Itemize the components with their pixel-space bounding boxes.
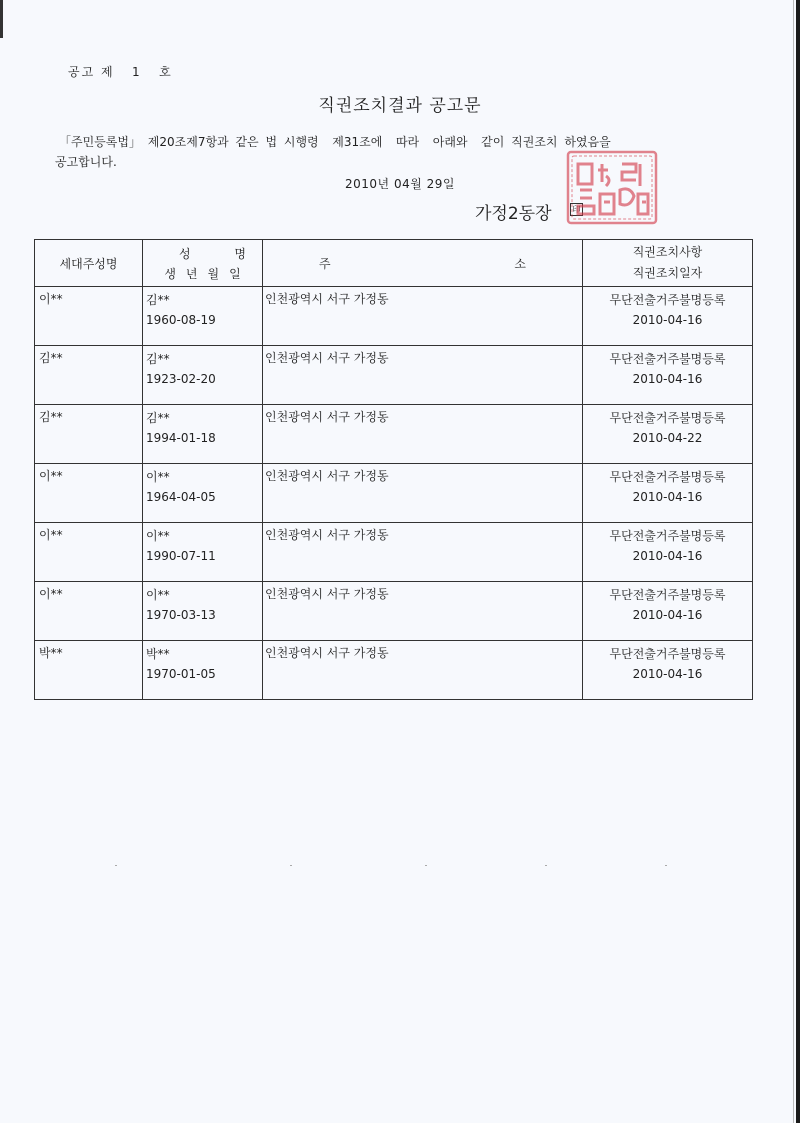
action-date: 2010-04-16 bbox=[632, 490, 703, 504]
official-seal-stamp bbox=[566, 150, 658, 225]
table-row bbox=[35, 346, 753, 405]
action-cell bbox=[583, 641, 753, 700]
action-date: 2010-04-16 bbox=[632, 608, 703, 622]
household-head-cell: 김** bbox=[35, 405, 143, 464]
action-cell bbox=[583, 346, 753, 405]
name-cell bbox=[143, 641, 263, 700]
household-head-cell: 이** bbox=[35, 287, 143, 346]
col-header-name bbox=[143, 240, 263, 287]
address-cell: 인천광역시 서구 가정동 bbox=[263, 523, 583, 582]
name-cell bbox=[143, 287, 263, 346]
action-result-table bbox=[34, 239, 753, 700]
action-date: 2010-04-16 bbox=[632, 667, 703, 681]
name-cell bbox=[143, 523, 263, 582]
action-cell bbox=[583, 287, 753, 346]
action-cell bbox=[583, 582, 753, 641]
birth-date: 1970-01-05 bbox=[146, 667, 216, 681]
action-type: 무단전출거주불명등록 bbox=[609, 470, 726, 484]
col-header-name-label: 성 명 bbox=[179, 246, 246, 261]
table-row bbox=[35, 405, 753, 464]
scan-speck bbox=[115, 865, 117, 866]
birth-date: 1970-03-13 bbox=[146, 608, 216, 622]
action-cell bbox=[583, 464, 753, 523]
table-row bbox=[35, 464, 753, 523]
name-cell bbox=[143, 346, 263, 405]
address-cell: 인천광역시 서구 가정동 bbox=[263, 346, 583, 405]
person-name: 김** bbox=[146, 411, 170, 425]
action-date: 2010-04-16 bbox=[632, 313, 703, 327]
col-header-birth-label: 생년월일 bbox=[164, 266, 251, 281]
document-title: 직권조치결과 공고문 bbox=[318, 96, 482, 116]
action-cell bbox=[583, 523, 753, 582]
action-type: 무단전출거주불명등록 bbox=[609, 293, 726, 307]
birth-date: 1964-04-05 bbox=[146, 490, 216, 504]
scan-speck bbox=[425, 865, 427, 866]
col-header-household-label: 세대주성명 bbox=[59, 256, 118, 271]
notice-body-line-2: 공고합니다. bbox=[55, 155, 117, 169]
birth-date: 1994-01-18 bbox=[146, 431, 216, 445]
table-row bbox=[35, 582, 753, 641]
household-head-cell: 김** bbox=[35, 346, 143, 405]
person-name: 이** bbox=[146, 470, 170, 484]
scan-edge-left bbox=[0, 0, 3, 38]
action-date: 2010-04-16 bbox=[632, 372, 703, 386]
table-row bbox=[35, 641, 753, 700]
person-name: 김** bbox=[146, 352, 170, 366]
birth-date: 1960-08-19 bbox=[146, 313, 216, 327]
scan-edge-line bbox=[793, 0, 794, 1123]
col-header-address-label: 주 소 bbox=[319, 256, 526, 271]
col-header-action-label: 직권조치사항 bbox=[632, 245, 703, 259]
address-cell: 인천광역시 서구 가정동 bbox=[263, 582, 583, 641]
table-header-row bbox=[35, 240, 753, 287]
scan-speck bbox=[545, 865, 547, 866]
col-header-household bbox=[35, 240, 143, 287]
action-date: 2010-04-22 bbox=[632, 431, 703, 445]
notice-date: 2010년 04월 29일 bbox=[345, 177, 455, 191]
address-cell: 인천광역시 서구 가정동 bbox=[263, 405, 583, 464]
person-name: 이** bbox=[146, 588, 170, 602]
birth-date: 1990-07-11 bbox=[146, 549, 216, 563]
name-cell bbox=[143, 582, 263, 641]
person-name: 이** bbox=[146, 529, 170, 543]
action-type: 무단전출거주불명등록 bbox=[609, 647, 726, 661]
table-row bbox=[35, 287, 753, 346]
action-type: 무단전출거주불명등록 bbox=[609, 588, 726, 602]
action-type: 무단전출거주불명등록 bbox=[609, 529, 726, 543]
col-header-address bbox=[263, 240, 583, 287]
seal-mark-box: 印 bbox=[570, 203, 583, 216]
action-cell bbox=[583, 405, 753, 464]
household-head-cell: 이** bbox=[35, 523, 143, 582]
birth-date: 1923-02-20 bbox=[146, 372, 216, 386]
household-head-cell: 박** bbox=[35, 641, 143, 700]
table-row bbox=[35, 523, 753, 582]
person-name: 김** bbox=[146, 293, 170, 307]
address-cell: 인천광역시 서구 가정동 bbox=[263, 287, 583, 346]
household-head-cell: 이** bbox=[35, 464, 143, 523]
action-date: 2010-04-16 bbox=[632, 549, 703, 563]
notice-number: 공고 제 1 호 bbox=[68, 65, 173, 79]
col-header-action-date-label: 직권조치일자 bbox=[632, 266, 703, 280]
name-cell bbox=[143, 405, 263, 464]
notice-body-line-1: 「주민등록법」 제20조제7항과 같은 법 시행령 제31조에 따라 아래와 같이 직권조치 하였음을 bbox=[59, 135, 611, 149]
scan-speck bbox=[665, 865, 667, 866]
official-title: 가정2동장 bbox=[475, 204, 552, 224]
address-cell: 인천광역시 서구 가정동 bbox=[263, 641, 583, 700]
name-cell bbox=[143, 464, 263, 523]
scan-speck bbox=[290, 865, 292, 866]
col-header-action bbox=[583, 240, 753, 287]
scan-edge-right bbox=[796, 0, 800, 1123]
household-head-cell: 이** bbox=[35, 582, 143, 641]
action-type: 무단전출거주불명등록 bbox=[609, 411, 726, 425]
action-type: 무단전출거주불명등록 bbox=[609, 352, 726, 366]
address-cell: 인천광역시 서구 가정동 bbox=[263, 464, 583, 523]
person-name: 박** bbox=[146, 647, 170, 661]
